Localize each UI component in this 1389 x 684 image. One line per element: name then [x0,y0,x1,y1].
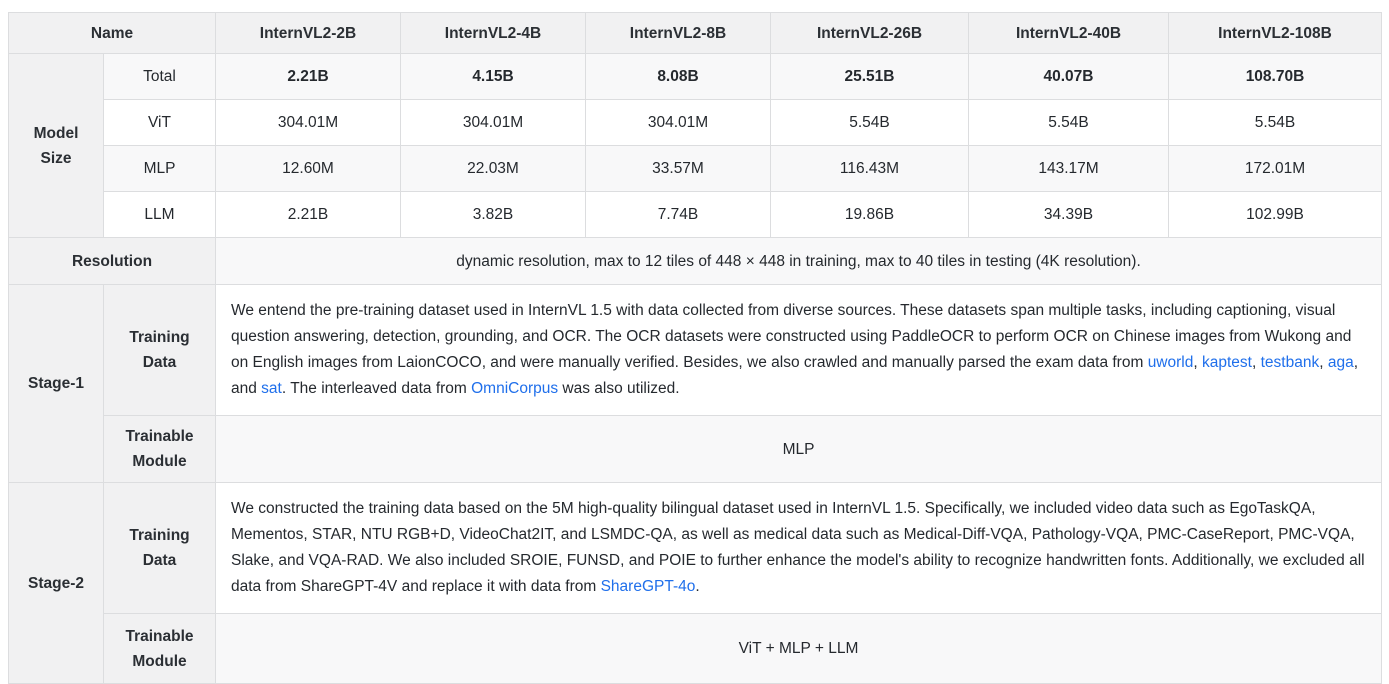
mlp-value: 33.57M [586,146,771,192]
vit-value: 5.54B [1169,100,1382,146]
inline-link-sharegpt-4o[interactable]: ShareGPT-4o [600,578,696,595]
table-row-resolution [9,238,1382,285]
resolution-value: dynamic resolution, max to 12 tiles of 448 × 448 in training, max to 40 tiles in testing (4K resolution). [216,238,1382,285]
text-segment: , [1193,354,1202,371]
stage2-group-label: Stage-2 [9,483,104,684]
table-header-row [9,13,1382,54]
vit-value: 304.01M [216,100,401,146]
llm-value: 19.86B [771,192,969,238]
mlp-value: 12.60M [216,146,401,192]
model-column-header-4b: InternVL2-4B [401,13,586,54]
llm-value: 3.82B [401,192,586,238]
stage1-trainable-module-label: Trainable Module [104,416,216,483]
inline-link-kaptest[interactable]: kaptest [1201,354,1252,371]
vit-value: 5.54B [969,100,1169,146]
table-row-stage1-training-data [9,285,1382,416]
model-column-header-2b: InternVL2-2B [216,13,401,54]
stage2-training-data-text [216,483,1382,614]
total-value: 25.51B [771,54,969,100]
table-row-total [9,54,1382,100]
text-segment: was also utilized. [558,380,680,397]
llm-value: 102.99B [1169,192,1382,238]
inline-link-uworld[interactable]: uworld [1147,354,1194,371]
row-label-vit: ViT [104,100,216,146]
model-column-header-8b: InternVL2-8B [586,13,771,54]
inline-link-sat[interactable]: sat [261,380,282,397]
stage2-training-data-label: Training Data [104,483,216,614]
table-row-stage1-trainable-module [9,416,1382,483]
total-value: 2.21B [216,54,401,100]
llm-value: 7.74B [586,192,771,238]
total-value: 40.07B [969,54,1169,100]
resolution-row-label: Resolution [9,238,216,285]
row-label-total: Total [104,54,216,100]
inline-link-testbank[interactable]: testbank [1260,354,1320,371]
total-value: 4.15B [401,54,586,100]
inline-link-aga[interactable]: aga [1327,354,1354,371]
table-row-mlp [9,146,1382,192]
model-column-header-26b: InternVL2-26B [771,13,969,54]
text-segment: , and [231,354,1359,397]
total-value: 8.08B [586,54,771,100]
table-row-vit [9,100,1382,146]
row-label-llm: LLM [104,192,216,238]
model-size-group-label: Model Size [9,54,104,238]
text-segment: We entend the pre-training dataset used in InternVL 1.5 with data collected from diverse sources. These datasets span multiple tasks, including captioning, visual question answering, detection, grounding, and OCR. The OCR datasets were constructed using PaddleOCR to perform OCR on Chinese images from Wukong and on English images from LaionCOCO, and were manually verified. Besides, we also crawled and manually parsed the exam data from [231,302,1352,371]
table-row-stage2-trainable-module [9,614,1382,684]
stage1-training-data-label: Training Data [104,285,216,416]
text-segment: . The interleaved data from [281,380,472,397]
vit-value: 304.01M [401,100,586,146]
stage1-group-label: Stage-1 [9,285,104,483]
text-segment: . [695,578,700,595]
name-column-header: Name [9,13,216,54]
model-column-header-108b: InternVL2-108B [1169,13,1382,54]
stage1-trainable-module-value: MLP [216,416,1382,483]
vit-value: 304.01M [586,100,771,146]
mlp-value: 22.03M [401,146,586,192]
total-value: 108.70B [1169,54,1382,100]
llm-value: 34.39B [969,192,1169,238]
table-row-stage2-training-data [9,483,1382,614]
mlp-value: 172.01M [1169,146,1382,192]
stage2-trainable-module-value: ViT + MLP + LLM [216,614,1382,684]
mlp-value: 143.17M [969,146,1169,192]
llm-value: 2.21B [216,192,401,238]
table-row-llm [9,192,1382,238]
stage1-training-data-text [216,285,1382,416]
text-segment: , [1319,354,1328,371]
vit-value: 5.54B [771,100,969,146]
text-segment: , [1251,354,1261,371]
internvl2-spec-table [8,12,1382,684]
stage2-trainable-module-label: Trainable Module [104,614,216,684]
text-segment: We constructed the training data based on the 5M high-quality bilingual dataset used in InternVL 1.5. Specifically, we included video data such as EgoTaskQA, Mementos, STAR, NTU RGB+D, VideoChat2IT, and LSMDC-QA, as well as medical data such as Medical-Diff-VQA, Pathology-VQA, PMC-CaseReport, PMC-VQA, Slake, and VQA-RAD. We also included SROIE, FUNSD, and POIE to further enhance the model's ability to recognize handwritten fonts. Additionally, we excluded all data from ShareGPT-4V and replace it with data from [231,500,1365,595]
model-column-header-40b: InternVL2-40B [969,13,1169,54]
inline-link-omnicorpus[interactable]: OmniCorpus [471,380,559,397]
row-label-mlp: MLP [104,146,216,192]
mlp-value: 116.43M [771,146,969,192]
